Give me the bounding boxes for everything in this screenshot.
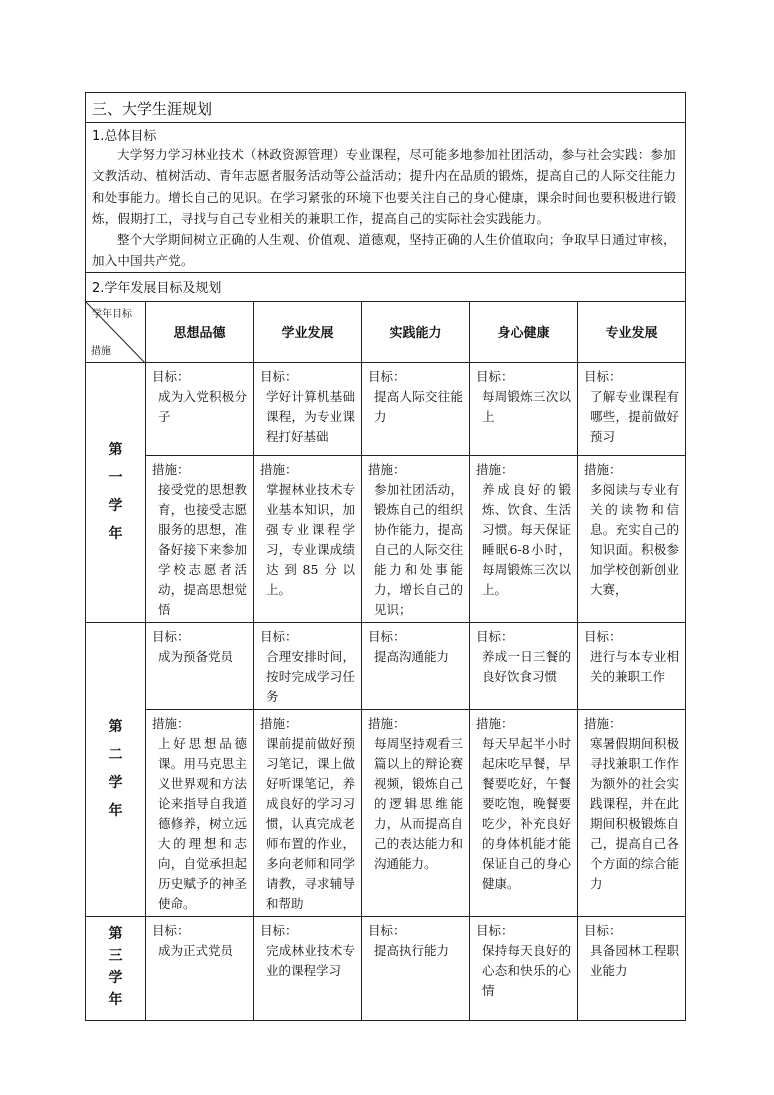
goal-label: 目标： (476, 368, 514, 384)
measure-label: 措施： (476, 715, 514, 731)
measure-label: 措施： (152, 461, 190, 477)
year-label-text: 第二学年 (108, 719, 123, 820)
goal-cell (146, 362, 254, 455)
goal-label: 目标： (368, 368, 406, 384)
section-title: 三、大学生涯规划 (86, 93, 686, 123)
goal-label: 目标： (152, 922, 190, 938)
measure-text: 每周坚持观看三篇以上的辩论赛视频，锻炼自己的逻辑思维能力，从而提高自己的表达能力和沟通能力。 (374, 735, 463, 871)
measure-label: 措施： (476, 461, 514, 477)
goal-text: 完成林业技术专业的课程学习 (266, 942, 355, 978)
goal-cell (254, 916, 362, 1020)
goal-text: 具备园林工程职业能力 (590, 942, 680, 978)
goal-cell (470, 916, 578, 1020)
measure-cell (578, 709, 686, 916)
corner-header (86, 301, 146, 362)
overall-goal-title: 1.总体目标 (92, 129, 157, 144)
year-label-text: 第三学年 (108, 925, 123, 1008)
column-header: 身心健康 (470, 301, 578, 362)
overall-goal-paragraph: 整个大学期间树立正确的人生观、价值观、道德观，坚持正确的人生价值取向；争取早日通过审核，加入中国共产党。 (92, 232, 676, 269)
corner-top-label: 学年目标 (92, 308, 132, 320)
goal-text: 学好计算机基础课程，为专业课程打好基础 (266, 388, 355, 444)
goal-label: 目标： (476, 628, 514, 644)
goal-label: 目标： (476, 922, 514, 938)
corner-bottom-label: 措施 (91, 345, 111, 357)
goal-label: 目标： (368, 628, 406, 644)
measure-cell (578, 455, 686, 622)
goal-text: 提高沟通能力 (374, 648, 450, 664)
goal-text: 了解专业课程有哪些，提前做好预习 (590, 388, 680, 444)
goal-label: 目标： (584, 922, 622, 938)
goal-text: 成为预备党员 (158, 648, 234, 664)
goal-cell (254, 622, 362, 709)
column-header: 专业发展 (578, 301, 686, 362)
goal-cell (146, 916, 254, 1020)
measure-cell (254, 455, 362, 622)
measure-text: 接受党的思想教育，也接受志愿服务的思想，准备好接下来参加学校志愿者活动，提高思想觉悟 (158, 481, 247, 617)
measure-cell (362, 709, 470, 916)
measure-cell (362, 455, 470, 622)
goal-text: 合理安排时间，按时完成学习任务 (266, 648, 355, 704)
overall-goal-paragraph: 大学努力学习林业技术（林政资源管理）专业课程，尽可能多地参加社团活动，参与社会实践：参加文教活动、植树活动、青年志愿者服务活动等公益活动；提升内在品质的锻炼，提高自己的人际交往能力和处事能力。增长自己的见识。在学习紧张的环境下也要关注自己的身心健康，课余时间也要积极进行锻炼，假期打工，寻找与自己专业相关的兼职工作，提高自己的实际社会实践能力。 (92, 147, 677, 226)
measure-label: 措施： (368, 715, 406, 731)
goal-cell (362, 916, 470, 1020)
goal-label: 目标： (368, 922, 406, 938)
measure-text: 多阅读与专业有关的读物和信息。充实自己的知识面。积极参加学校创新创业大赛， (590, 481, 680, 597)
career-plan-table (85, 92, 686, 1021)
goal-label: 目标： (584, 368, 622, 384)
goal-cell (146, 622, 254, 709)
goal-cell (470, 622, 578, 709)
goal-cell (578, 362, 686, 455)
column-header: 实践能力 (362, 301, 470, 362)
measure-text: 养成良好的锻炼、饮食、生活习惯。每天保证睡眠6-8小时，每周锻炼三次以上。 (482, 481, 571, 597)
measure-cell (470, 709, 578, 916)
goal-label: 目标： (152, 368, 190, 384)
goal-cell (470, 362, 578, 455)
goal-cell (578, 622, 686, 709)
column-header: 思想品德 (146, 301, 254, 362)
measure-cell (146, 455, 254, 622)
goal-text: 提高执行能力 (374, 942, 450, 958)
goal-text: 保持每天良好的心态和快乐的心情 (482, 942, 571, 998)
measure-text: 上好思想品德课。用马克思主义世界观和方法论来指导自我道德修养，树立远大的理想和志向，自觉承担起历史赋予的神圣使命。 (158, 735, 247, 911)
year-label (86, 622, 146, 916)
goal-text: 每周锻炼三次以上 (482, 388, 571, 424)
measure-cell (146, 709, 254, 916)
measure-label: 措施： (584, 715, 622, 731)
goal-label: 目标： (152, 628, 190, 644)
goal-text: 成为正式党员 (158, 942, 234, 958)
measure-label: 措施： (584, 461, 622, 477)
year-label-text: 第一学年 (108, 442, 123, 543)
measure-label: 措施： (368, 461, 406, 477)
measure-text: 参加社团活动，锻炼自己的组织协作能力，提高自己的人际交往能力和处事能力，增长自己的见识； (374, 481, 463, 617)
goal-text: 成为入党积极分子 (158, 388, 247, 424)
goal-label: 目标： (260, 368, 298, 384)
measure-cell (470, 455, 578, 622)
column-header: 学业发展 (254, 301, 362, 362)
goal-label: 目标： (584, 628, 622, 644)
goal-label: 目标： (260, 628, 298, 644)
measure-label: 措施： (260, 715, 298, 731)
measure-label: 措施： (260, 461, 298, 477)
goal-cell (578, 916, 686, 1020)
goal-text: 养成一日三餐的良好饮食习惯 (482, 648, 571, 684)
goal-text: 提高人际交往能力 (374, 388, 463, 424)
year-label (86, 362, 146, 622)
measure-label: 措施： (152, 715, 190, 731)
measure-text: 掌握林业技术专业基本知识，加强专业课程学习，专业课成绩达到85分以上。 (266, 481, 355, 597)
goal-label: 目标： (260, 922, 298, 938)
measure-cell (254, 709, 362, 916)
measure-text: 课前提前做好预习笔记，课上做好听课笔记，养成良好的学习习惯，认真完成老师布置的作业，多向老师和同学请教，寻求辅导和帮助 (266, 735, 355, 911)
goal-cell (362, 362, 470, 455)
measure-text: 每天早起半小时起床吃早餐，早餐要吃好，午餐要吃饱，晚餐要吃少，补充良好的身体机能才能保证自己的身心健康。 (482, 735, 571, 891)
measure-text: 寒暑假期间积极寻找兼职工作作为额外的社会实践课程，并在此期间积极锻炼自己，提高自己各个方面的综合能力 (590, 735, 680, 891)
year-label (86, 916, 146, 1020)
goal-cell (362, 622, 470, 709)
goal-cell (254, 362, 362, 455)
yearly-plan-title: 2.学年发展目标及规划 (86, 272, 686, 301)
overall-goal-block (86, 123, 686, 273)
goal-text: 进行与本专业相关的兼职工作 (590, 648, 680, 684)
